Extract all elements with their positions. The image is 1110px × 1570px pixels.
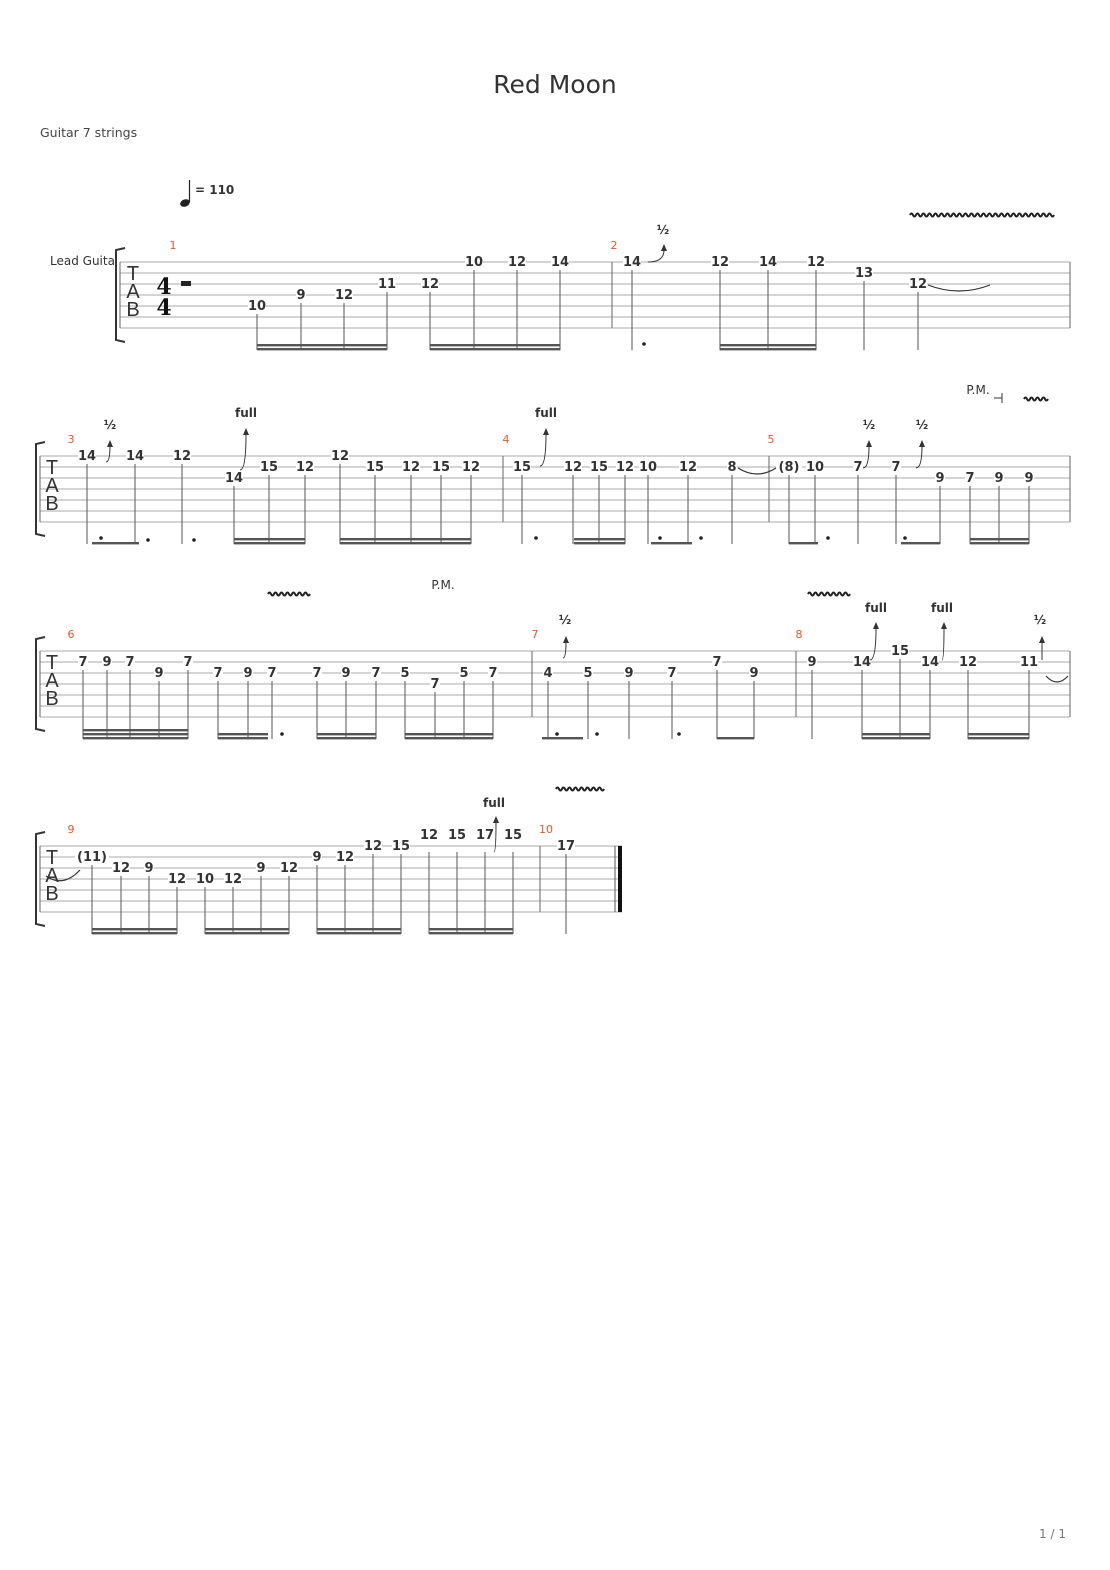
fret-number: 15 (365, 460, 385, 475)
fret-number: 7 (371, 666, 381, 681)
fret-number: 10 (805, 460, 825, 475)
fret-number: 7 (488, 666, 498, 681)
fret-number: 7 (312, 666, 322, 681)
fret-number: 9 (154, 666, 164, 681)
fret-number: 14 (77, 449, 97, 464)
fret-number: 12 (908, 277, 928, 292)
fret-number: (8) (778, 460, 800, 475)
tab-clef-letter: B (45, 493, 59, 515)
beam (789, 542, 818, 544)
fret-number: 5 (583, 666, 593, 681)
bend-label: ½ (103, 418, 117, 432)
fret-number: 11 (1019, 655, 1039, 670)
rhythm-dot (99, 536, 103, 540)
palm-mute-label: P.M. (431, 578, 455, 592)
bend-label: full (931, 601, 953, 615)
fret-number: 17 (556, 839, 576, 854)
rhythm-dot (192, 538, 196, 542)
rhythm-dot (658, 536, 662, 540)
fret-number: 12 (401, 460, 421, 475)
fret-number: 12 (958, 655, 978, 670)
song-title: Red Moon (493, 70, 617, 99)
beam (340, 542, 471, 544)
beam (542, 737, 583, 739)
fret-number: 14 (622, 255, 642, 270)
tab-clef-letter: T (45, 652, 59, 674)
measure-number: 6 (67, 628, 75, 641)
measure-number: 10 (539, 823, 553, 836)
fret-number: 7 (267, 666, 277, 681)
bend-arrowhead (1039, 636, 1045, 643)
fret-number: 9 (994, 471, 1004, 486)
fret-number: 11 (377, 277, 397, 292)
bend-label: ½ (656, 223, 670, 237)
page-number: 1 / 1 (1039, 1527, 1066, 1541)
bend-arrow (648, 250, 664, 262)
fret-number: 12 (172, 449, 192, 464)
tab-clef-letter: T (126, 263, 140, 285)
beam (257, 344, 387, 346)
fret-number: 9 (312, 850, 322, 865)
beam (574, 538, 625, 540)
fret-number: 14 (920, 655, 940, 670)
fret-number: 4 (543, 666, 553, 681)
bend-arrow (942, 628, 944, 660)
beam (205, 932, 289, 934)
fret-number: 12 (167, 872, 187, 887)
rhythm-dot (534, 536, 538, 540)
fret-number: 15 (512, 460, 532, 475)
fret-number: 9 (935, 471, 945, 486)
rhythm-dot (642, 342, 646, 346)
fret-number: 15 (447, 828, 467, 843)
fret-number: 13 (854, 266, 874, 281)
fret-number: 9 (296, 288, 306, 303)
beam (430, 344, 560, 346)
fret-number: 12 (563, 460, 583, 475)
beam (405, 737, 493, 739)
bend-arrow (106, 446, 110, 462)
fret-number: 8 (727, 460, 737, 475)
rhythm-dot (555, 732, 559, 736)
vibrato-mark (556, 788, 604, 791)
rhythm-dot (146, 538, 150, 542)
tab-clef-letter: B (45, 883, 59, 905)
bend-arrow (240, 434, 246, 470)
tempo-text: = 110 (195, 183, 235, 197)
bend-arrow (563, 642, 566, 658)
bend-arrowhead (941, 622, 947, 629)
fret-number: 9 (341, 666, 351, 681)
fret-number: 7 (78, 655, 88, 670)
fret-number: 12 (223, 872, 243, 887)
fret-number: 12 (363, 839, 383, 854)
tab-clef-letter: A (45, 865, 59, 887)
fret-number: 12 (420, 277, 440, 292)
fret-number: 14 (852, 655, 872, 670)
rhythm-dot (903, 536, 907, 540)
measure-number: 2 (610, 239, 618, 252)
bend-arrowhead (873, 622, 879, 629)
fret-number: 10 (464, 255, 484, 270)
bend-label: ½ (1033, 613, 1047, 627)
tempo-marking (179, 180, 234, 208)
fret-number: 7 (712, 655, 722, 670)
beam (234, 542, 305, 544)
fret-number: 14 (224, 471, 244, 486)
tab-clef-letter: A (45, 475, 59, 497)
bend-arrow (540, 434, 546, 466)
beam (405, 733, 493, 735)
fret-number: 9 (243, 666, 253, 681)
fret-number: 7 (853, 460, 863, 475)
bend-label: ½ (862, 418, 876, 432)
beam (205, 928, 289, 930)
beam (862, 733, 930, 735)
beam (92, 542, 139, 544)
fret-number: 7 (667, 666, 677, 681)
fret-number: 10 (247, 299, 267, 314)
fret-number: 17 (475, 828, 495, 843)
fret-number: 12 (678, 460, 698, 475)
fret-number: 10 (638, 460, 658, 475)
measure-number: 9 (67, 823, 75, 836)
beam (862, 737, 930, 739)
fret-number: 12 (615, 460, 635, 475)
measure-number: 7 (531, 628, 539, 641)
fret-number: 12 (710, 255, 730, 270)
fret-number: 12 (461, 460, 481, 475)
half-rest (181, 281, 191, 286)
fret-number: 12 (335, 850, 355, 865)
beam (92, 932, 177, 934)
beam (83, 733, 188, 735)
beam (234, 538, 305, 540)
fret-number: 7 (430, 677, 440, 692)
time-signature-bottom: 4 (156, 295, 172, 321)
beam (574, 542, 625, 544)
fret-number: 15 (431, 460, 451, 475)
fret-number: 12 (295, 460, 315, 475)
fret-number: 9 (1024, 471, 1034, 486)
bend-label: full (235, 406, 257, 420)
bend-arrow (916, 446, 922, 468)
bend-arrowhead (563, 636, 569, 643)
measure-number: 8 (795, 628, 803, 641)
fret-number: 9 (144, 861, 154, 876)
bend-arrowhead (107, 440, 113, 447)
fret-number: 12 (279, 861, 299, 876)
bend-arrow (863, 446, 869, 468)
tab-clef-letter: T (45, 457, 59, 479)
tab-clef-letter: T (45, 847, 59, 869)
beam (92, 928, 177, 930)
tab-clef-letter: A (45, 670, 59, 692)
beam (430, 348, 560, 350)
fret-number: 10 (195, 872, 215, 887)
beam (720, 348, 816, 350)
fret-number: (11) (77, 850, 107, 865)
beam (651, 542, 692, 544)
tie (738, 468, 776, 474)
fret-number: 15 (890, 644, 910, 659)
measure-number: 4 (502, 433, 510, 446)
beam (717, 737, 754, 739)
beam (340, 538, 471, 540)
fret-number: 7 (965, 471, 975, 486)
fret-number: 12 (111, 861, 131, 876)
tab-clef-letter: B (126, 299, 140, 321)
fret-number: 14 (125, 449, 145, 464)
rhythm-dot (699, 536, 703, 540)
fret-number: 12 (806, 255, 826, 270)
fret-number: 12 (419, 828, 439, 843)
beam (429, 928, 513, 930)
measure-number: 1 (169, 239, 177, 252)
instrument-subtitle: Guitar 7 strings (40, 125, 138, 140)
tab-clef-letter: A (126, 281, 140, 303)
fret-number: 12 (507, 255, 527, 270)
tab-clef-letter: B (45, 688, 59, 710)
fret-number: 14 (550, 255, 570, 270)
fret-number: 9 (749, 666, 759, 681)
rhythm-dot (677, 732, 681, 736)
beam (83, 737, 188, 739)
beam (317, 733, 376, 735)
beam (218, 733, 268, 735)
bend-arrowhead (243, 428, 249, 435)
fret-number: 9 (624, 666, 634, 681)
bend-label: full (535, 406, 557, 420)
beam (257, 348, 387, 350)
rhythm-dot (826, 536, 830, 540)
fret-number: 15 (259, 460, 279, 475)
bend-label: ½ (558, 613, 572, 627)
instrument-label: Lead Guita (50, 254, 115, 268)
bend-arrow (494, 822, 496, 852)
bend-label: ½ (915, 418, 929, 432)
fret-number: 5 (400, 666, 410, 681)
beam (317, 737, 376, 739)
time-signature-top: 4 (156, 274, 172, 300)
fret-number: 12 (334, 288, 354, 303)
bend-arrowhead (866, 440, 872, 447)
fret-number: 15 (503, 828, 523, 843)
measure-number: 3 (67, 433, 75, 446)
bend-label: full (483, 796, 505, 810)
fret-number: 7 (213, 666, 223, 681)
beam (429, 932, 513, 934)
tie (1046, 676, 1068, 682)
fret-number: 15 (589, 460, 609, 475)
beam (83, 729, 188, 731)
vibrato-mark (910, 214, 1054, 217)
beam (317, 932, 401, 934)
palm-mute-label: P.M. (966, 383, 990, 397)
fret-number: 7 (125, 655, 135, 670)
fret-number: 12 (330, 449, 350, 464)
rhythm-dot (280, 732, 284, 736)
bend-arrowhead (919, 440, 925, 447)
beam (970, 542, 1029, 544)
vibrato-mark (1024, 398, 1048, 401)
bend-arrowhead (493, 816, 499, 823)
rhythm-dot (595, 732, 599, 736)
beam (901, 542, 940, 544)
fret-number: 14 (758, 255, 778, 270)
fret-number: 7 (183, 655, 193, 670)
tie (928, 285, 990, 291)
fret-number: 5 (459, 666, 469, 681)
beam (317, 928, 401, 930)
fret-number: 9 (256, 861, 266, 876)
beam (968, 737, 1029, 739)
measure-number: 5 (767, 433, 775, 446)
bend-arrowhead (543, 428, 549, 435)
vibrato-mark (268, 593, 310, 596)
bend-label: full (865, 601, 887, 615)
beam (970, 538, 1029, 540)
tab-systems (36, 214, 1070, 935)
fret-number: 7 (891, 460, 901, 475)
beam (968, 733, 1029, 735)
fret-number: 15 (391, 839, 411, 854)
beam (720, 344, 816, 346)
fret-number: 9 (807, 655, 817, 670)
vibrato-mark (808, 593, 850, 596)
beam (218, 737, 268, 739)
fret-number: 9 (102, 655, 112, 670)
bend-arrowhead (661, 244, 667, 251)
